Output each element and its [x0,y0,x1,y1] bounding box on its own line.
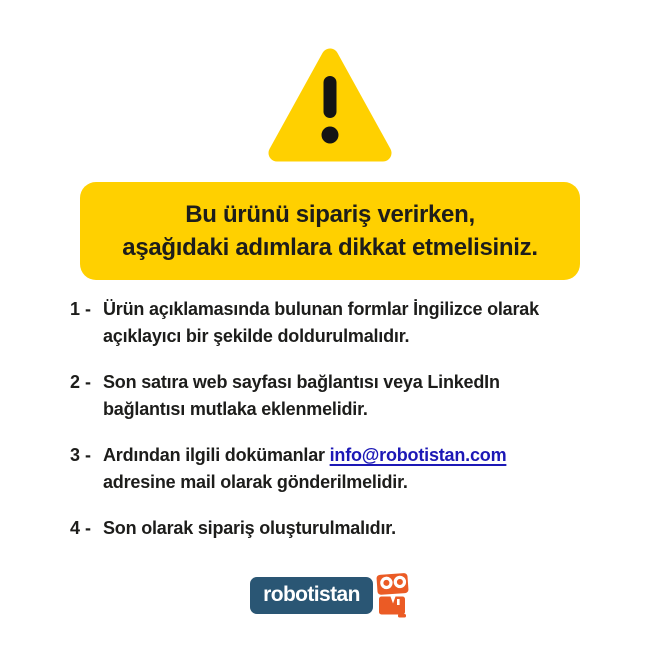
robot-mascot-icon [374,572,410,618]
banner-line-1: Bu ürünü sipariş verirken, [185,201,475,228]
step-1-line-1: Ürün açıklamasında bulunan formlar İngilizce olarak [103,299,539,319]
step-2-number: 2 - [70,372,92,392]
logo-wordmark: robotistan [263,582,360,606]
warning-banner [80,182,580,280]
step-3 [70,442,610,496]
email-link[interactable]: info@robotistan.com [329,445,507,465]
logo [0,572,660,618]
step-4-number: 4 - [70,518,92,538]
warning-triangle-icon [268,48,392,162]
step-1-line-2: açıklayıcı bir şekilde doldurulmalıdır. [103,326,410,346]
step-4-line-1: Son olarak sipariş oluşturulmalıdır. [103,518,396,538]
logo-plate [250,577,373,614]
steps-list [70,296,610,561]
step-3-number: 3 - [70,445,92,465]
step-2-line-2: bağlantısı mutlaka eklenmelidir. [103,399,368,419]
step-3-text-before-link: Ardından ilgili dokümanlar [103,445,330,465]
step-3-line-1 [103,442,610,469]
step-3-line-2: adresine mail olarak gönderilmelidir. [103,472,408,492]
step-2 [70,369,610,423]
banner-line-2: aşağıdaki adımlara dikkat etmelisiniz. [122,234,538,261]
step-2-line-1: Son satıra web sayfası bağlantısı veya LinkedIn [103,372,500,392]
step-1 [70,296,610,350]
warning-triangle-svg [268,48,392,162]
step-4 [70,515,610,542]
step-1-number: 1 - [70,299,92,319]
